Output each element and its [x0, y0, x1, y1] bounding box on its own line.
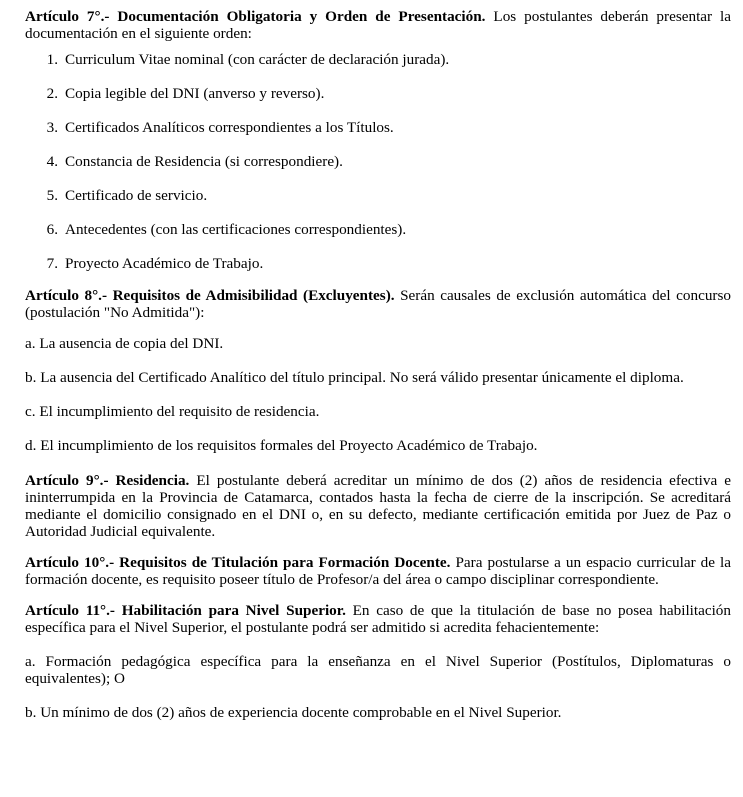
list-item: a. Formación pedagógica específica para la enseñanza en el Nivel Superior (Postítulos, Diplomaturas o equivalentes); O: [25, 653, 731, 687]
article-8-text: Serán causales de exclusión automática del concurso (postulación "No Admitida"):: [25, 287, 731, 321]
list-item: 3. Certificados Analíticos correspondientes a los Títulos.: [46, 118, 394, 136]
list-item: 4. Constancia de Residencia (si correspondiere).: [46, 152, 343, 170]
article-11: [25, 602, 731, 636]
article-9-heading: Artículo 9°.- Residencia.: [25, 472, 190, 489]
article-11-text: En caso de que la titulación de base no posea habilitación específica para el Nivel Superior, el postulante podrá ser admitido si acredita fehacientemente:: [25, 602, 731, 636]
list-item: 7. Proyecto Académico de Trabajo.: [46, 254, 264, 272]
list-item: d. El incumplimiento de los requisitos formales del Proyecto Académico de Trabajo.: [25, 437, 538, 454]
list-item: b. La ausencia del Certificado Analítico del título principal. No será válido presentar únicamente el diploma.: [25, 369, 684, 386]
article-10-text: Para postularse a un espacio curricular de la formación docente, es requisito poseer título de Profesor/a del área o campo disciplinar correspondiente.: [25, 554, 731, 588]
article-8: [25, 287, 731, 321]
article-7-list: [25, 42, 731, 280]
article-11-heading: Artículo 11°.- Habilitación para Nivel Superior.: [25, 602, 346, 619]
list-item: 5. Certificado de servicio.: [46, 186, 208, 204]
article-10-heading: Artículo 10°.- Requisitos de Titulación para Formación Docente.: [25, 554, 451, 571]
list-item: b. Un mínimo de dos (2) años de experiencia docente comprobable en el Nivel Superior.: [25, 704, 562, 721]
list-item: 1. Curriculum Vitae nominal (con carácter de declaración jurada).: [46, 50, 450, 68]
list-item: a. La ausencia de copia del DNI.: [25, 335, 224, 352]
article-7-heading: Artículo 7°.- Documentación Obligatoria y Orden de Presentación.: [25, 8, 486, 25]
article-7-text: Los postulantes deberán presentar la documentación en el siguiente orden:: [25, 8, 731, 42]
list-item: 2. Copia legible del DNI (anverso y reverso).: [46, 84, 325, 102]
list-item: c. El incumplimiento del requisito de residencia.: [25, 403, 320, 420]
list-item: 6. Antecedentes (con las certificaciones correspondientes).: [46, 220, 407, 238]
article-9-text: El postulante deberá acreditar un mínimo de dos (2) años de residencia efectiva e ininterrumpida en la Provincia de Catamarca, contados hasta la fecha de cierre de la inscripción. Se acreditará mediante el domicilio consignado en el DNI o, en su defecto, mediante certificación emitida por Juez de Paz o Autoridad Judicial equivalente.: [25, 472, 731, 540]
article-7: [25, 8, 731, 42]
article-10: [25, 554, 731, 588]
article-8-heading: Artículo 8°.- Requisitos de Admisibilidad (Excluyentes).: [25, 287, 395, 304]
article-9: [25, 472, 731, 540]
